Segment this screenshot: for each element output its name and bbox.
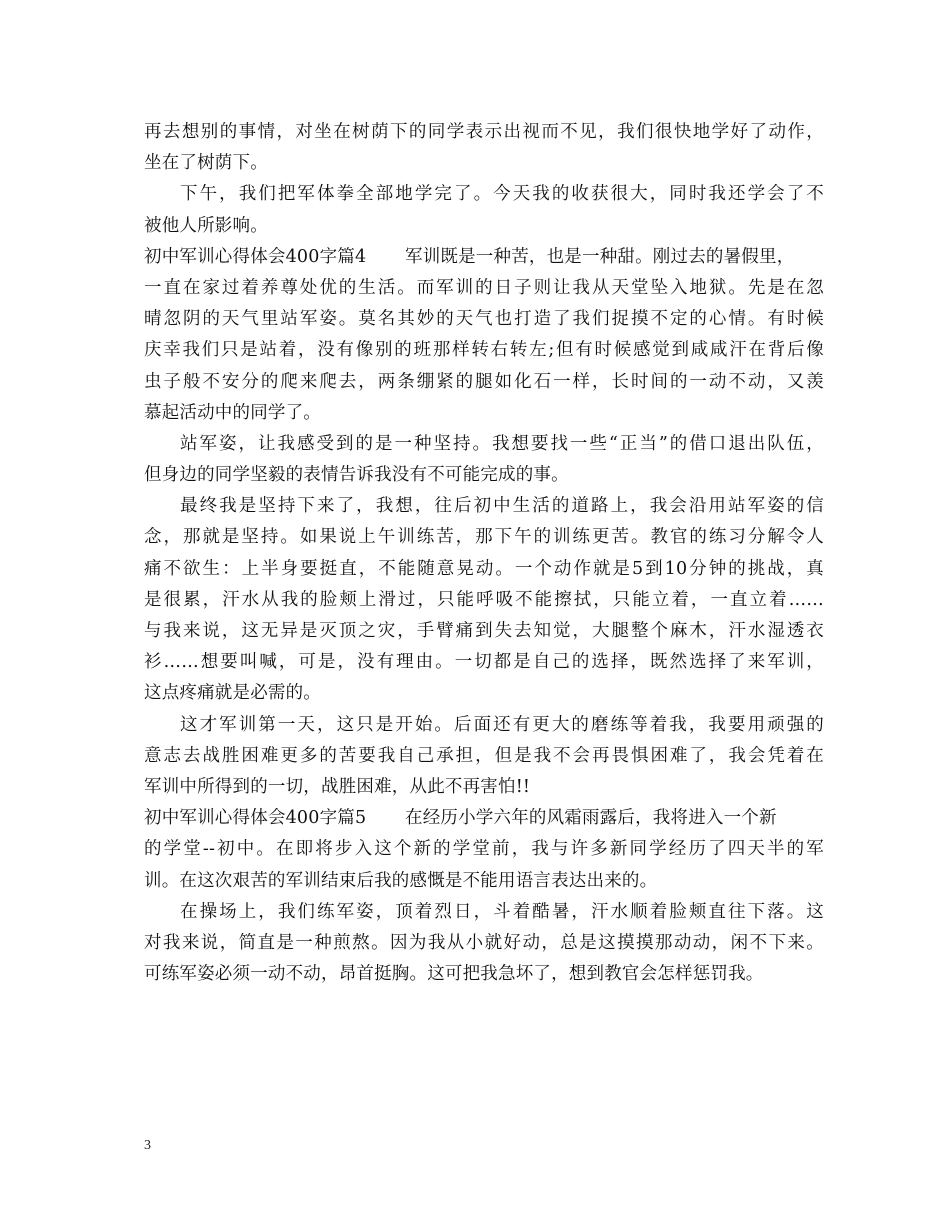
text-line: 与我来说，这无异是灭顶之灾，手臂痛到失去知觉，大腿整个麻木，汗水湿透衣 [144, 621, 824, 641]
text-line: 坐在了树荫下。 [144, 153, 268, 174]
text-line: 军训既是一种苦，也是一种甜。刚过去的暑假里， [405, 246, 795, 267]
section-heading: 初中军训心得体会400字篇4 [144, 246, 367, 267]
text-line: 的学堂--初中。在即将步入这个新的学堂前，我与许多新同学经历了四天半的军 [144, 839, 824, 860]
text-line: 庆幸我们只是站着，没有像别的班那样转右转左;但有时候感觉到咸咸汗在背后像 [144, 340, 824, 361]
text-line: 虫子般不安分的爬来爬去，两条绷紧的腿如化石一样，长时间的一动不动，又羡 [144, 371, 824, 392]
page-number: 3 [144, 1138, 151, 1153]
text-line: 是很累，汗水从我的脸颊上滑过，只能呼吸不能擦拭，只能立着，一直立着…… [144, 589, 824, 610]
text-line: 慕起活动中的同学了。 [144, 402, 321, 423]
text-line: 被他人所影响。 [144, 215, 268, 236]
text-line: 可练军姿必须一动不动，昂首挺胸。这可把我急坏了，想到教官会怎样惩罚我。 [144, 964, 764, 985]
document-body [144, 117, 824, 990]
text-line: 在经历小学六年的风霜雨露后，我将进入一个新 [405, 808, 777, 829]
text-line: 再去想别的事情，对坐在树荫下的同学表示出视而不见，我们很快地学好了动作， [144, 122, 824, 142]
text-line: 但身边的同学坚毅的表情告诉我没有不可能完成的事。 [144, 465, 569, 486]
text-line: 对我来说，简直是一种煎熬。因为我从小就好动，总是这摸摸那动动，闲不下来。 [144, 932, 824, 953]
text-line: 军训中所得到的一切，战胜困难，从此不再害怕!! [144, 776, 531, 797]
text-line: 痛不欲生：上半身要挺直，不能随意晃动。一个动作就是5到10分钟的挑战，真 [144, 558, 824, 579]
section-heading-line [144, 242, 824, 273]
text-line: 训。在这次艰苦的军训结束后我的感慨是不能用语言表达出来的。 [144, 870, 658, 891]
text-line: 念，那就是坚持。如果说上午训练苦，那下午的训练更苦。教官的练习分解令人 [144, 527, 824, 548]
paragraph-start-line: 下午，我们把军体拳全部地学完了。今天我的收获很大，同时我还学会了不 [180, 184, 824, 205]
text-line: 这点疼痛就是必需的。 [144, 683, 321, 704]
paragraph-start-line: 这才军训第一天，这只是开始。后面还有更大的磨练等着我，我要用顽强的 [180, 714, 824, 735]
paragraph-start-line: 在操场上，我们练军姿，顶着烈日，斗着酷暑，汗水顺着脸颊直往下落。这 [180, 901, 824, 922]
paragraph-start-line: 站军姿，让我感受到的是一种坚持。我想要找一些“正当”的借口退出队伍， [180, 433, 824, 454]
paragraph-start-line: 最终我是坚持下来了，我想，往后初中生活的道路上，我会沿用站军姿的信 [180, 496, 824, 517]
text-line: 一直在家过着养尊处优的生活。而军训的日子则让我从天堂坠入地狱。先是在忽 [144, 277, 824, 298]
text-line: 衫……想要叫喊，可是，没有理由。一切都是自己的选择，既然选择了来军训， [144, 652, 824, 673]
text-line: 晴忽阴的天气里站军姿。莫名其妙的天气也打造了我们捉摸不定的心情。有时候 [144, 309, 824, 330]
text-line: 意志去战胜困难更多的苦要我自己承担，但是我不会再畏惧困难了，我会凭着在 [144, 745, 824, 766]
section-heading-line [144, 803, 824, 834]
section-heading: 初中军训心得体会400字篇5 [144, 808, 367, 829]
